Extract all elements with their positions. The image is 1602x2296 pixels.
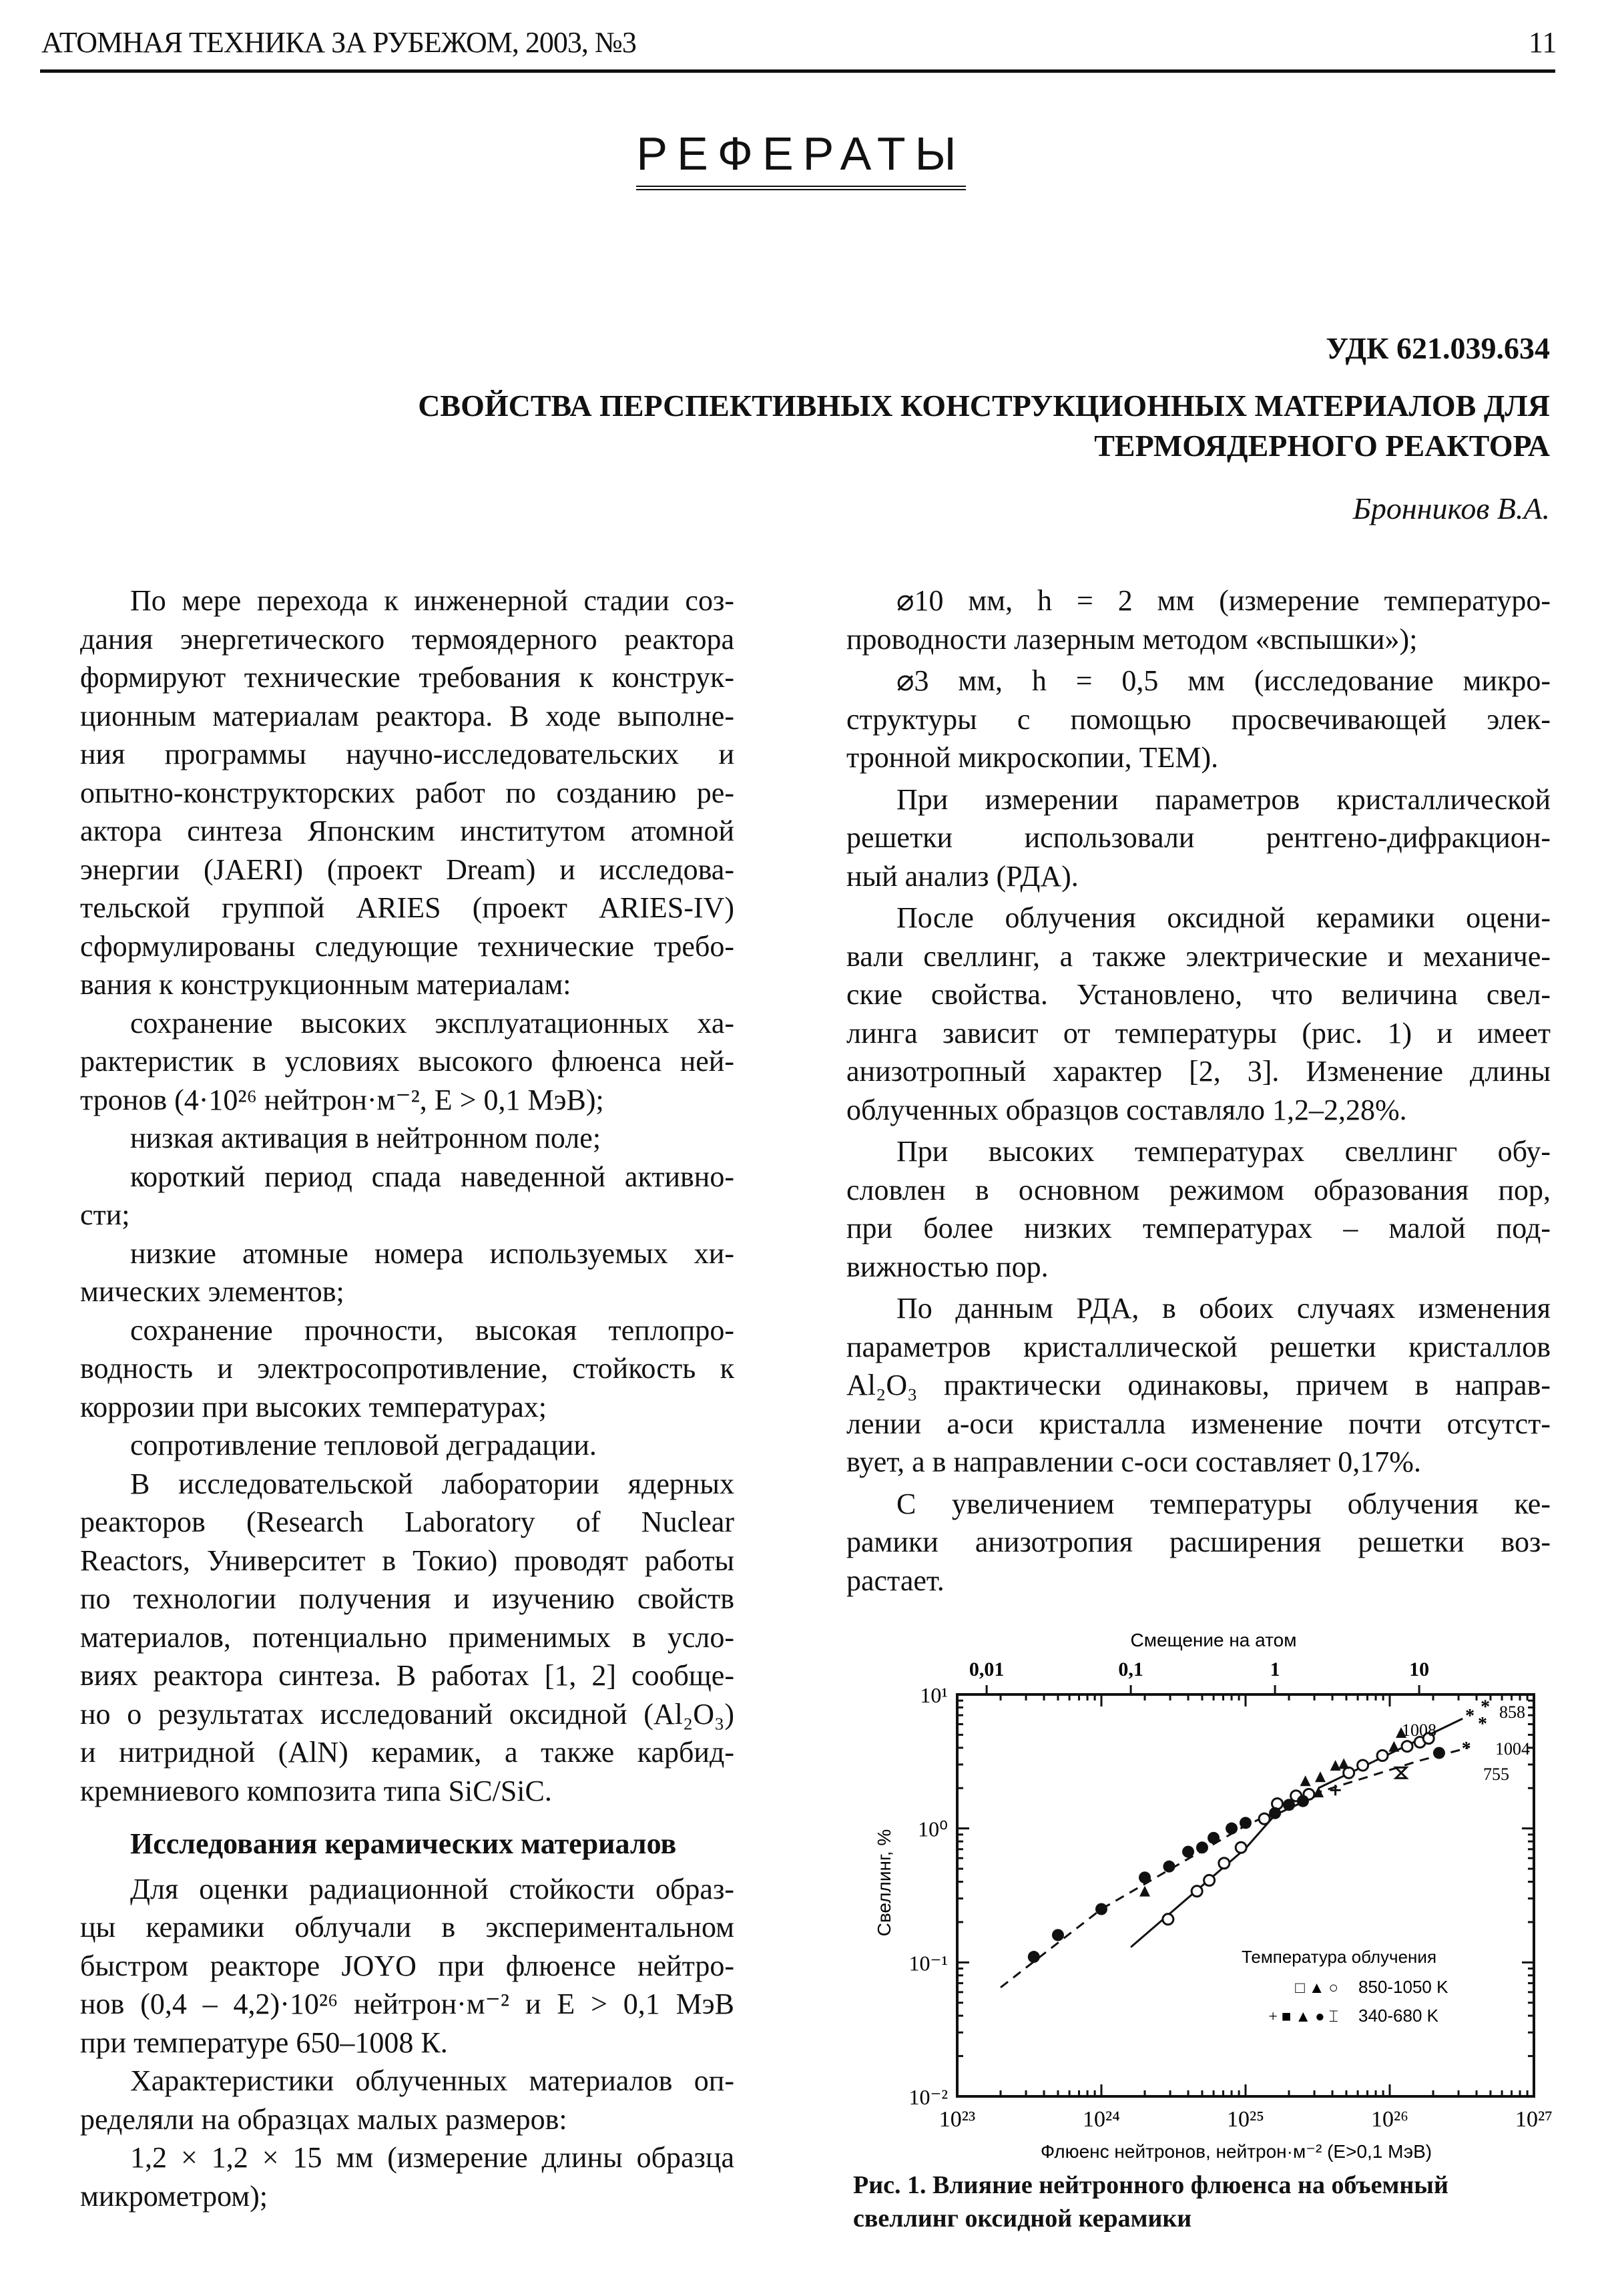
- data-point: [1338, 1758, 1349, 1769]
- data-point: [1236, 1842, 1246, 1853]
- data-point: [1402, 1741, 1412, 1752]
- data-point: [1028, 1951, 1040, 1963]
- data-point: [1330, 1760, 1341, 1771]
- data-point: [1377, 1750, 1388, 1761]
- text-line: При измерении параметров кристаллической: [896, 782, 1551, 816]
- data-point: [1433, 1747, 1445, 1759]
- page-number: 11: [1529, 26, 1557, 59]
- y-tick-label: 10⁻²: [908, 2085, 948, 2109]
- text-line: по технологии получения и изучению свойств: [80, 1582, 734, 1615]
- top-tick-label: 10: [1409, 1658, 1430, 1680]
- legend-title: Температура облучения: [1242, 1947, 1437, 1967]
- y-tick-label: 10⁰: [918, 1817, 948, 1841]
- text-line: После облучения оксидной керамики оцени-: [896, 901, 1551, 934]
- x-axis-label: Флюенс нейтронов, нейтрон·м⁻² (E>0,1 МэВ): [1040, 2141, 1432, 2162]
- x-tick-label: 10²⁴: [1082, 2107, 1121, 2132]
- plot-frame: [957, 1694, 1534, 2096]
- point-annotation: 755: [1483, 1765, 1509, 1784]
- text-line: и нитридной (AlN) керамик, а также карбид-: [80, 1736, 734, 1769]
- text-line: сти;: [80, 1198, 130, 1231]
- x-tick-label: 10²⁵: [1226, 2107, 1265, 2132]
- data-point: [1344, 1767, 1354, 1778]
- text-line: растает.: [846, 1564, 945, 1597]
- text-line: анизотропный характер [2, 3]. Изменение длины: [846, 1055, 1551, 1088]
- text-line: сохранение прочности, высокая теплопро-: [130, 1313, 734, 1347]
- text-line: ный анализ (РДА).: [846, 859, 1079, 893]
- data-point: [1315, 1771, 1326, 1782]
- data-point: *: [1461, 1738, 1471, 1759]
- text-line: 1,2 × 1,2 × 15 мм (измерение длины образца: [130, 2141, 734, 2174]
- text-line: решетки использовали рентгено-дифракцион-: [846, 821, 1551, 854]
- y-axis-label: Свеллинг, %: [874, 1829, 894, 1937]
- text-line: актора синтеза Японским институтом атомной: [80, 815, 734, 847]
- journal-header: АТОМНАЯ ТЕХНИКА ЗА РУБЕЖОМ, 2003, №3: [41, 26, 636, 59]
- text-line: вания к конструкционным материалам:: [80, 968, 571, 1001]
- caption-line: свеллинг оксидной керамики: [853, 2205, 1192, 2233]
- top-tick-label: 0,01: [969, 1658, 1005, 1680]
- figure-caption: [853, 2168, 1448, 2235]
- legend-symbols: + ■ ▲ ● ⌶: [1268, 2008, 1338, 2026]
- y-tick-label: 10⁻¹: [908, 1951, 948, 1976]
- article-title-line: СВОЙСТВА ПЕРСПЕКТИВНЫХ КОНСТРУКЦИОННЫХ МАТЕРИАЛОВ ДЛЯ: [418, 389, 1550, 423]
- data-point: [1139, 1886, 1150, 1897]
- text-line: По мере перехода к инженерной стадии соз-: [130, 584, 734, 617]
- text-line: микрометром);: [80, 2179, 268, 2213]
- fit-line: [1131, 1795, 1318, 1947]
- point-annotation: 1004: [1495, 1739, 1530, 1759]
- text-line: опытно-конструкторских работ по созданию ре-: [80, 776, 734, 809]
- data-point: [1358, 1760, 1368, 1771]
- data-point: [1182, 1846, 1194, 1858]
- x-tick-label: 10²⁷: [1515, 2107, 1553, 2132]
- x-tick-label: 10²⁶: [1370, 2107, 1409, 2132]
- text-line: ⌀10 мм, h = 2 мм (измерение температуро-: [896, 584, 1551, 617]
- text-line: цы керамики облучали в экспериментальном: [80, 1911, 734, 1943]
- data-point: [1297, 1795, 1309, 1807]
- text-line: При высоких температурах свеллинг обу-: [896, 1135, 1551, 1168]
- data-point: [1204, 1875, 1215, 1885]
- text-line: параметров кристаллической решетки кристаллов: [846, 1330, 1551, 1363]
- text-line: Исследования керамических материалов: [130, 1827, 677, 1860]
- text-line: нов (0,4 – 4,2)·10²⁶ нейтрон·м⁻² и E > 0,1 МэВ: [80, 1988, 734, 2020]
- point-annotation: 1008: [1402, 1720, 1436, 1740]
- text-line: ⌀3 мм, h = 0,5 мм (исследование микро-: [896, 664, 1551, 697]
- text-line: ределяли на образцах малых размеров:: [80, 2102, 567, 2136]
- top-tick-label: 1: [1270, 1658, 1280, 1680]
- data-point: [1283, 1799, 1295, 1811]
- text-line: С увеличением температуры облучения ке-: [896, 1487, 1551, 1520]
- text-line: Al₂O₃ практически одинаковы, причем в направ-: [846, 1369, 1551, 1401]
- section-title-text: РЕФЕРАТЫ: [636, 127, 965, 190]
- text-line: облученных образцов составляло 1,2–2,28%.: [846, 1093, 1407, 1126]
- text-line: вижностью пор.: [846, 1250, 1049, 1283]
- data-point: *: [1481, 1696, 1491, 1718]
- data-point: [1095, 1903, 1107, 1915]
- text-line: ционным материалам реактора. В ходе выполне-: [80, 699, 734, 732]
- data-point: [1388, 1741, 1399, 1752]
- x-tick-label: 10²³: [939, 2107, 976, 2132]
- data-point: [1163, 1861, 1175, 1873]
- text-line: словлен в основном режимом образования пор,: [846, 1173, 1551, 1206]
- data-point: *: [1465, 1706, 1475, 1727]
- text-line: при более низких температурах – малой под-: [846, 1212, 1551, 1244]
- text-line: низкая активация в нейтронном поле;: [130, 1122, 601, 1154]
- data-point: [1226, 1823, 1238, 1835]
- text-line: но о результатах исследований оксидной (Al₂O₃): [80, 1697, 734, 1731]
- data-point: [1191, 1886, 1202, 1897]
- text-line: энергии (JAERI) (проект Dream) и исследова-: [80, 853, 734, 886]
- text-line: при температуре 650–1008 К.: [80, 2026, 448, 2059]
- text-line: тронов (4·10²⁶ нейтрон·м⁻², E > 0,1 МэВ);: [80, 1083, 604, 1116]
- data-point: [1396, 1767, 1406, 1778]
- text-line: ские свойства. Установлено, что величина свел-: [846, 978, 1551, 1011]
- text-line: В исследовательской лаборатории ядерных: [130, 1467, 734, 1500]
- text-line: низкие атомные номера используемых хи-: [130, 1236, 734, 1270]
- article-title-line: ТЕРМОЯДЕРНОГО РЕАКТОРА: [1094, 429, 1550, 463]
- data-point: [1208, 1832, 1220, 1844]
- text-line: структуры с помощью просвечивающей элек-: [846, 702, 1551, 736]
- data-point: [1330, 1785, 1341, 1795]
- text-line: реакторов (Research Laboratory of Nuclear: [80, 1506, 734, 1538]
- text-line: Для оценки радиационной стойкости образ-: [130, 1872, 734, 1905]
- data-point: [1196, 1841, 1208, 1853]
- text-line: быстром реакторе JOYO при флюенсе нейтро-: [80, 1949, 734, 1982]
- data-point: [1219, 1858, 1230, 1869]
- data-point: [1163, 1914, 1173, 1925]
- text-line: коррозии при высоких температурах;: [80, 1390, 547, 1423]
- text-line: сохранение высоких эксплуатационных ха-: [130, 1006, 734, 1040]
- text-line: линга зависит от температуры (рис. 1) и имеет: [846, 1016, 1551, 1050]
- top-tick-label: 0,1: [1118, 1658, 1143, 1680]
- caption-line: Рис. 1. Влияние нейтронного флюенса на объемный: [853, 2171, 1448, 2199]
- data-point: [1300, 1775, 1311, 1786]
- text-line: сопротивление тепловой деградации.: [130, 1429, 597, 1461]
- text-line: проводности лазерным методом «вспышки»);: [846, 622, 1418, 656]
- top-axis-label: Смещение на атом: [1130, 1630, 1297, 1650]
- text-line: тельской группой ARIES (проект ARIES-IV): [80, 891, 734, 924]
- article-author: Бронников В.А.: [1352, 491, 1550, 525]
- text-line: виях реактора синтеза. В работах [1, 2] сообще-: [80, 1659, 734, 1692]
- text-line: Характеристики облученных материалов оп-: [130, 2064, 734, 2097]
- data-point: [1052, 1929, 1064, 1941]
- data-point: *: [1477, 1714, 1487, 1735]
- text-line: сформулированы следующие технические требо-: [80, 929, 734, 963]
- text-line: ния программы научно-исследовательских и: [80, 738, 734, 770]
- legend-label: 850-1050 K: [1358, 1977, 1448, 1997]
- text-line: тронной микроскопии, TEM).: [846, 741, 1219, 774]
- data-point: [1269, 1807, 1281, 1819]
- text-line: вует, а в направлении c-оси составляет 0,17%.: [846, 1445, 1421, 1478]
- y-tick-label: 10¹: [920, 1683, 948, 1707]
- text-line: Reactors, Университет в Токио) проводят работы: [80, 1544, 734, 1577]
- text-line: формируют технические требования к конструк-: [80, 661, 734, 694]
- text-line: рактеристик в условиях высокого флюенса ней-: [80, 1045, 734, 1078]
- data-point: [1240, 1817, 1252, 1829]
- text-line: материалов, потенциально применимых в усло-: [80, 1620, 734, 1654]
- text-line: кремниевого композита типа SiC/SiC.: [80, 1774, 552, 1807]
- data-point: [1139, 1871, 1151, 1883]
- text-line: лении a-оси кристалла изменение почти отсутст-: [846, 1407, 1551, 1440]
- legend-symbols: □ ▲ ○: [1295, 1980, 1338, 1997]
- data-point: [1259, 1813, 1270, 1824]
- text-line: рамики анизотропия расширения решетки воз-: [846, 1526, 1551, 1558]
- text-line: мических элементов;: [80, 1275, 344, 1308]
- text-line: дания энергетического термоядерного реактора: [80, 622, 734, 656]
- text-line: короткий период спада наведенной активно-: [130, 1160, 734, 1193]
- legend-label: 340-680 K: [1358, 2006, 1438, 2026]
- text-line: вали свеллинг, а также электрические и механиче-: [846, 939, 1551, 973]
- text-line: По данным РДА, в обоих случаях изменения: [896, 1292, 1551, 1325]
- point-annotation: 858: [1499, 1702, 1525, 1722]
- udk-code: УДК 621.039.634: [1326, 331, 1550, 365]
- text-line: водность и электросопротивление, стойкость к: [80, 1352, 734, 1385]
